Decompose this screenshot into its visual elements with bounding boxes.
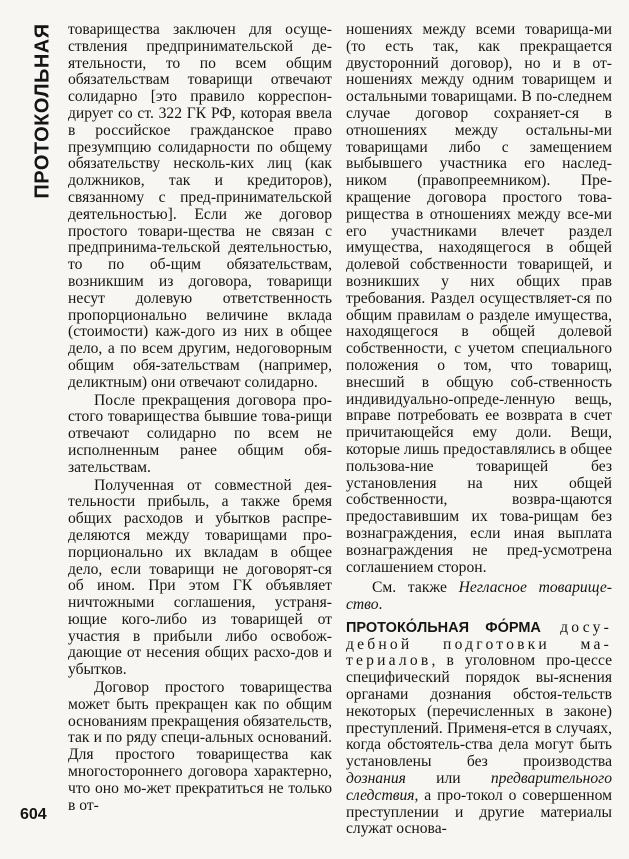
left-paragraph-4: Договор простого товарищества может быть прекращен как по общим основаниям прекращения обязательств, так и по ряду специ-альных оснований. Для простого товарищества как многостороннего договора характерно, что оно мо-жет прекратиться не только в от- [68, 679, 332, 814]
entry-headword: ПРОТОКО́ЛЬНАЯ ФО́РМА [346, 619, 541, 636]
entry-text-1: , в уголовном про-цессе специфический порядок вы-яснения органами дознания обстоя-тельств некоторых (перечисленных в законе) преступлений. Применя-ется в случаях, когда обстоятель-ства дела могут быть установлены без производства [346, 652, 612, 771]
entry-link-preliminary-investigation[interactable]: предварительного следствия [346, 770, 612, 804]
entry-text-3: , а про-токол о совершенном преступлении и другие материалы служат основа- [346, 786, 612, 838]
see-also-suffix: . [378, 596, 383, 614]
entry-text-2: или [405, 770, 491, 788]
running-head [28, 23, 58, 199]
see-also [346, 580, 612, 614]
left-column [68, 22, 332, 814]
running-head-text: ПРОТОКОЛЬНАЯ [31, 23, 54, 199]
see-also-prefix: См. также [372, 579, 459, 597]
see-also-link[interactable]: Негласное товарище-ство [346, 579, 612, 614]
entry-spaced-phrase: досу-дебной подготовки ма-териалов [346, 618, 612, 670]
left-paragraph-1: товарищества заключен для осуще-ствления предпринимательской де-ятельности, то по всем общим обязательствам товарищи отвечают солидарно [это правило корреспон-дирует со ст. 322 ГК РФ, которая ввела в российское гражданское право презумпцию солидарности по общему обязательству несколь-ких лиц (как должников, так и кредиторов), связанному с пред-принимательской деятельностью]. Если же договор простого товари-щества не связан с предпринима-тельской деятельностью, то по об-щим обязательствам, возникшим из договора, товарищи несут долевую ответственность пропорционально величине вклада (стоимости) каж-дого из них в общее дело, а по всем другим, недоговорным общим обя-зательствам (например, деликтным) они отвечают солидарно. [68, 21, 332, 391]
right-paragraph-1: ношениях между всеми товарища-ми (то есть так, как прекращается двусторонний договор), но и в от-ношениях между одним товарищем и остальными товарищами. В по-следнем случае договор сохраняет-ся в отношениях между остальны-ми товарищами либо с замещением выбывшего участника его наслед-ником (правопреемником). Пре-кращение договора простого това-рищества в отношениях между все-ми его участниками влечет раздел имущества, находящегося в общей долевой собственности товарищей, и возникших у них общих прав требования. Раздел осуществляет-ся по общим правилам о разделе имущества, находящегося в общей долевой собственности, с учетом специального положения о том, что товарищ, внесший в общую соб-ственность индивидуально-опреде-ленную вещь, вправе потребовать ее возврата в счет причитающейся ему доли. Вещи, которые лишь предоставлялись в общее пользова-ние товарищей без установления на них общей собственности, возвра-щаются предоставившим их това-рищам без вознаграждения, если иная выплата вознаграждения не пред-усмотрена соглашением сторон. [346, 21, 612, 576]
left-paragraph-2: После прекращения договора про-стого товарищества бывшие това-рищи отвечают солидарно по всем не исполненным ранее общим обя-зательствам. [68, 391, 332, 476]
right-column [346, 22, 612, 838]
left-paragraph-3: Полученная от совместной дея-тельности прибыль, а также бремя общих расходов и убытков распре-деляются между товарищами про-порционально их вкладам в общее дело, если товарищи не договорят-ся об ином. При этом ГК объявляет ничтожными соглашения, устраня-ющие кого-либо из товарищей от участия в прибыли либо освобож-дающие от несения общих расхо-дов и убытков. [68, 476, 332, 679]
page-number: 604 [20, 806, 47, 823]
entry-link-inquiry[interactable]: дознания [346, 770, 406, 788]
dictionary-entry [346, 620, 612, 838]
